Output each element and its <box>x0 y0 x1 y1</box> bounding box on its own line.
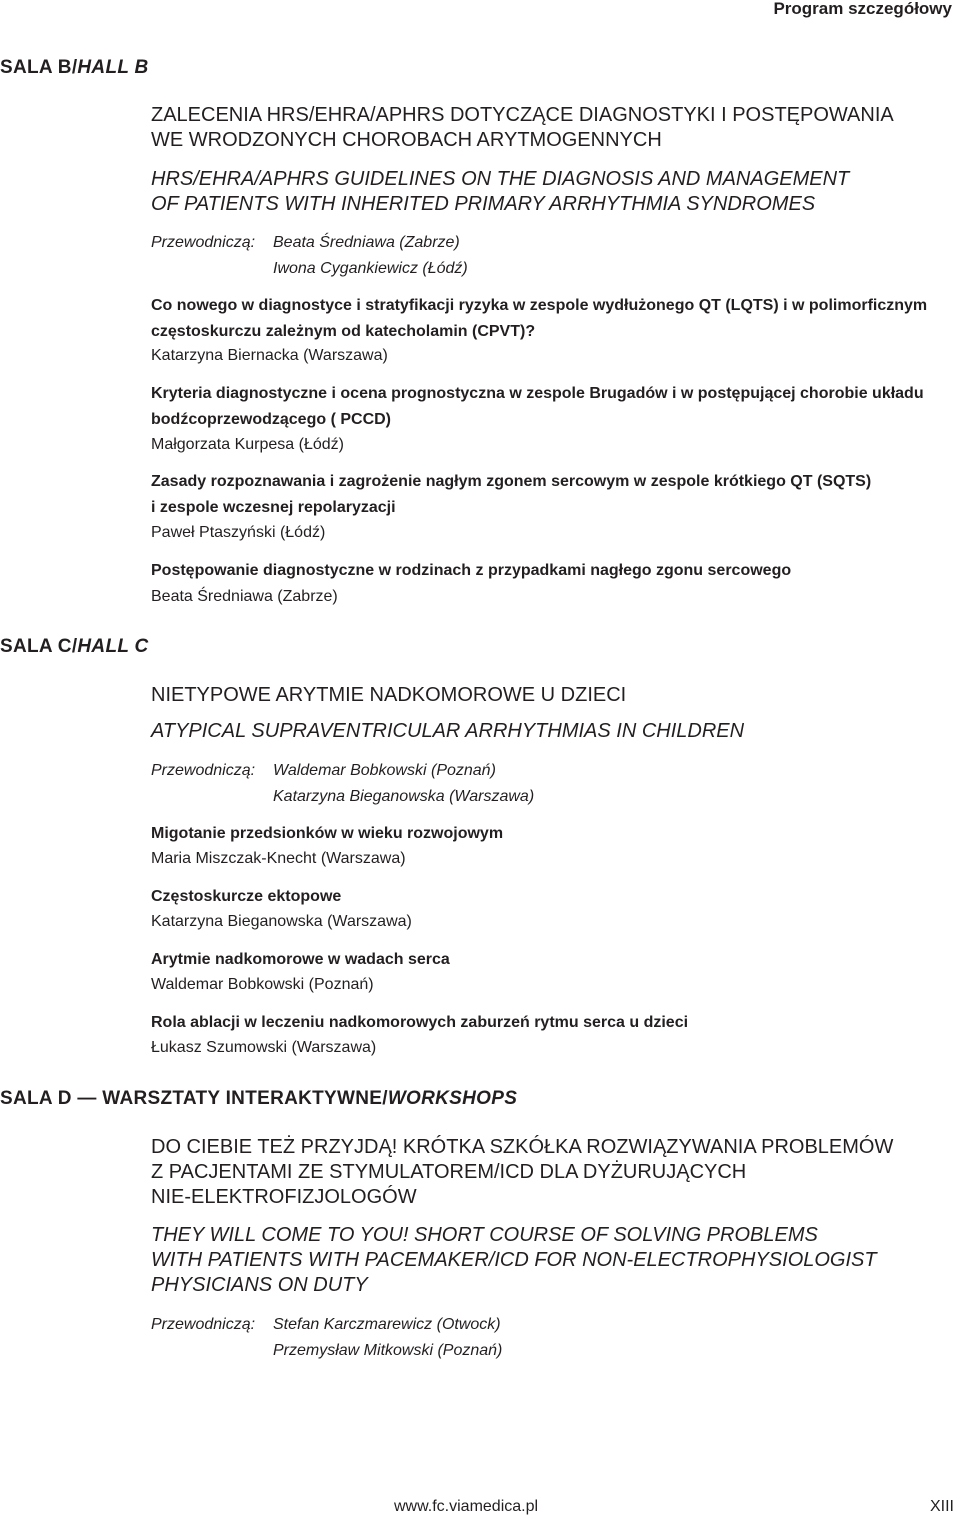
talk-speaker: Łukasz Szumowski (Warszawa) <box>151 1039 377 1056</box>
talk-title-line: Postępowanie diagnostyczne w rodzinach z przypadkami nagłego zgonu sercowego <box>151 562 792 579</box>
talk-speaker: Katarzyna Biernacka (Warszawa) <box>151 347 388 364</box>
talk-title-line: i zespole wczesnej repolaryzacji <box>151 499 396 516</box>
chair-name: Katarzyna Bieganowska (Warszawa) <box>273 788 535 805</box>
chairs-label: Przewodniczą: <box>151 1316 256 1333</box>
talk-title: Arytmie nadkomorowe w wadach serca <box>151 951 450 968</box>
footer-page-number: XIII <box>929 1498 954 1515</box>
hall-c-chairs <box>151 758 534 810</box>
chair-name: Waldemar Bobkowski (Poznań) <box>273 762 496 779</box>
session-title-line: NIETYPOWE ARYTMIE NADKOMOROWE U DZIECI <box>151 684 627 706</box>
talk-title-line: częstoskurczu zależnym od katecholamin (CPVT)? <box>151 323 536 340</box>
hall-c-session-title-en <box>151 719 744 744</box>
session-title-line: DO CIEBIE TEŻ PRZYJDĄ! KRÓTKA SZKÓŁKA ROZWIĄZYWANIA PROBLEMÓW <box>151 1136 894 1158</box>
talk-title <box>151 469 951 521</box>
session-title-line: ZALECENIA HRS/EHRA/APHRS DOTYCZĄCE DIAGNOSTYKI I POSTĘPOWANIA <box>151 104 894 126</box>
hall-d-session-title-pl <box>151 1135 893 1210</box>
talk-title: Częstoskurcze ektopowe <box>151 888 342 905</box>
hall-b-session-title-pl <box>151 103 894 153</box>
talk-title-line: bodźcoprzewodzącego ( PCCD) <box>151 411 392 428</box>
talk-speaker: Katarzyna Bieganowska (Warszawa) <box>151 913 412 930</box>
talk-title-line: Kryteria diagnostyczne i ocena prognostyczna w zespole Brugadów i w postępującej chorobie układu <box>151 385 924 402</box>
session-title-line: WITH PATIENTS WITH PACEMAKER/ICD FOR NON-ELECTROPHYSIOLOGIST <box>151 1249 877 1271</box>
session-title-line: NIE-ELEKTROFIZJOLOGÓW <box>151 1186 417 1208</box>
chair-name: Stefan Karczmarewicz (Otwock) <box>273 1316 501 1333</box>
talk-speaker: Waldemar Bobkowski (Poznań) <box>151 976 374 993</box>
hall-d-label-italic: WORKSHOPS <box>387 1088 518 1109</box>
session-title-line: WE WRODZONYCH CHOROBACH ARYTMOGENNYCH <box>151 129 662 151</box>
footer-url: www.fc.viamedica.pl <box>394 1498 539 1515</box>
hall-b-label-text: SALA B/ <box>0 57 78 78</box>
talk-speaker: Maria Miszczak-Knecht (Warszawa) <box>151 850 406 867</box>
chair-name: Przemysław Mitkowski (Poznań) <box>273 1342 503 1359</box>
hall-b-session-title-en <box>151 167 849 217</box>
hall-b-chairs <box>151 230 468 282</box>
session-title-line: Z PACJENTAMI ZE STYMULATOREM/ICD DLA DYŻURUJĄCYCH <box>151 1161 747 1183</box>
hall-d-label-text: SALA D — WARSZTATY INTERAKTYWNE/ <box>0 1088 388 1109</box>
talk-title: Migotanie przedsionków w wieku rozwojowym <box>151 825 504 842</box>
session-title-line: THEY WILL COME TO YOU! SHORT COURSE OF SOLVING PROBLEMS <box>151 1224 818 1246</box>
page-header-title: Program szczegółowy <box>773 0 952 18</box>
talk-title <box>151 381 951 433</box>
chairs-label: Przewodniczą: <box>151 234 256 251</box>
hall-b-label <box>0 57 149 79</box>
session-title-line: OF PATIENTS WITH INHERITED PRIMARY ARRHYTHMIA SYNDROMES <box>151 193 816 215</box>
hall-c-label-italic: HALL C <box>77 636 149 657</box>
talk-title <box>151 293 951 345</box>
hall-c-label <box>0 636 149 658</box>
hall-b-label-italic: HALL B <box>77 57 149 78</box>
talk-speaker: Paweł Ptaszyński (Łódź) <box>151 524 326 541</box>
chair-name: Beata Średniawa (Zabrze) <box>273 234 460 251</box>
talk-title-line: Co nowego w diagnostyce i stratyfikacji ryzyka w zespole wydłużonego QT (LQTS) i w polimorficznym <box>151 297 928 314</box>
chair-name: Iwona Cygankiewicz (Łódź) <box>273 260 468 277</box>
chairs-label: Przewodniczą: <box>151 762 256 779</box>
hall-c-session-title-pl <box>151 683 626 708</box>
hall-d-label <box>0 1088 517 1110</box>
talk-speaker: Małgorzata Kurpesa (Łódź) <box>151 436 344 453</box>
session-title-line: HRS/EHRA/APHRS GUIDELINES ON THE DIAGNOSIS AND MANAGEMENT <box>151 168 850 190</box>
talk-speaker: Beata Średniawa (Zabrze) <box>151 588 338 605</box>
talk-title <box>151 558 951 584</box>
session-title-line: PHYSICIANS ON DUTY <box>151 1274 368 1296</box>
session-title-line: ATYPICAL SUPRAVENTRICULAR ARRHYTHMIAS IN CHILDREN <box>151 720 745 742</box>
hall-d-chairs <box>151 1312 502 1364</box>
hall-c-label-text: SALA C/ <box>0 636 78 657</box>
talk-title-line: Zasady rozpoznawania i zagrożenie nagłym zgonem sercowym w zespole krótkiego QT (SQTS) <box>151 473 872 490</box>
talk-title: Rola ablacji w leczeniu nadkomorowych zaburzeń rytmu serca u dzieci <box>151 1014 689 1031</box>
hall-d-session-title-en <box>151 1223 877 1298</box>
